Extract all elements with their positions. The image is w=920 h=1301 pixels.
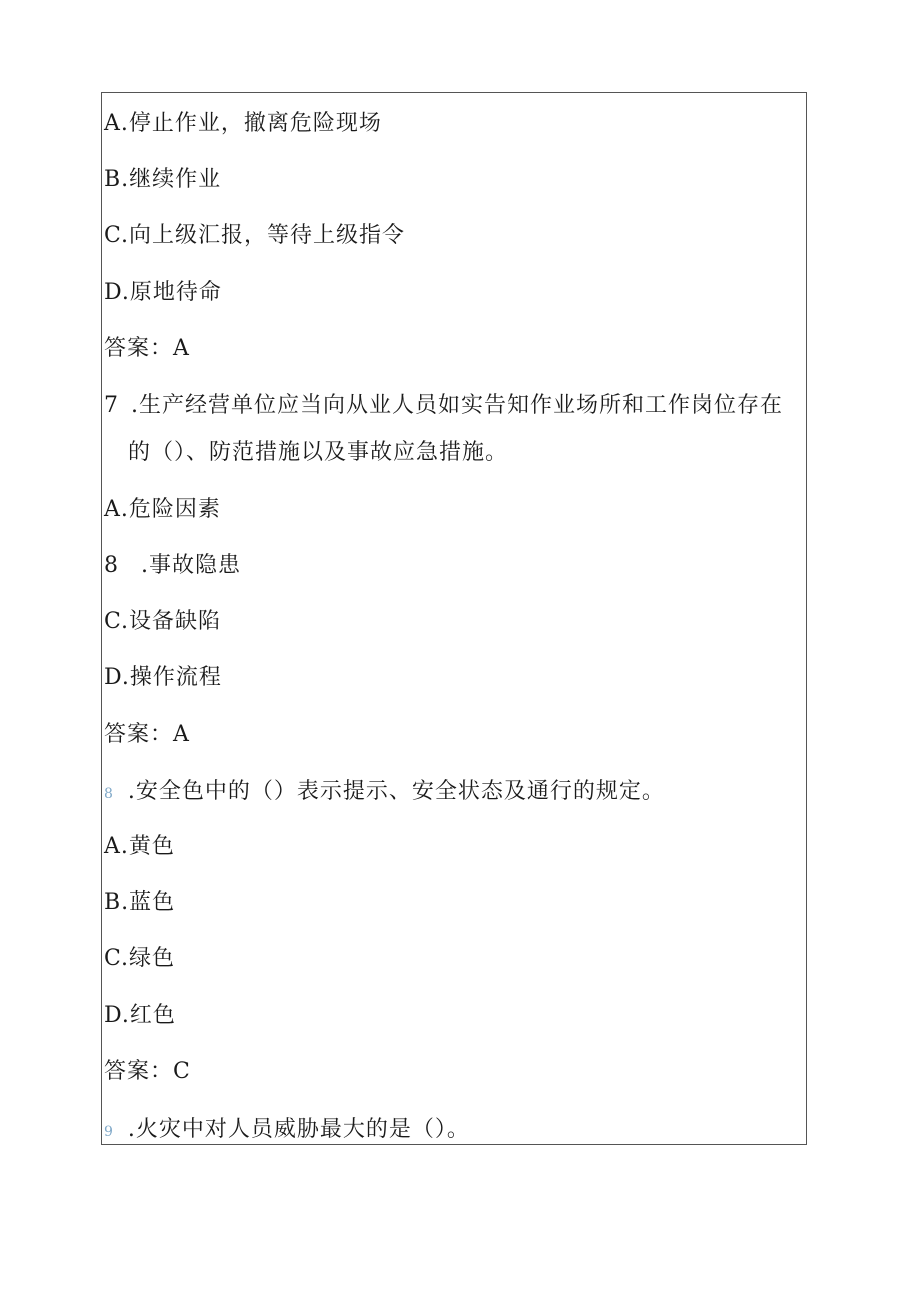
answer-text: 答案：C (104, 1059, 191, 1084)
line-text: A.停止作业，撤离危险现场 (104, 111, 382, 136)
option-number: 8 (104, 553, 119, 578)
option-a-yellow (104, 833, 175, 861)
option-c-equipment-defects (104, 608, 221, 636)
question-7-continued (128, 439, 508, 467)
question-number: 7 (104, 393, 119, 418)
question-text: .火灾中对人员威胁最大的是（）。 (127, 1117, 470, 1142)
option-b-blue (104, 889, 175, 917)
option-d-red (104, 1002, 176, 1030)
line-text: D.操作流程 (104, 665, 222, 690)
line-text: C.设备缺陷 (104, 609, 222, 634)
line-text: C.绿色 (104, 946, 176, 971)
question-number: 9 (104, 1124, 114, 1140)
option-c-report-up (104, 222, 405, 250)
question-7 (104, 392, 783, 420)
option-c-green (104, 945, 175, 973)
line-text: B.蓝色 (104, 890, 176, 915)
line-text: C.向上级汇报，等待上级指令 (104, 223, 406, 248)
line-text: A.危险因素 (104, 497, 221, 522)
answer-line (104, 335, 190, 363)
question-text: 的（）、防范措施以及事故应急措施。 (128, 440, 509, 465)
line-text: .事故隐患 (141, 553, 241, 578)
line-text: A.黄色 (104, 834, 175, 859)
answer-line (104, 721, 190, 749)
answer-text: 答案：A (104, 336, 190, 361)
answer-line (104, 1058, 191, 1086)
question-text: .安全色中的（）表示提示、安全状态及通行的规定。 (127, 779, 665, 804)
question-9 (104, 1116, 470, 1146)
option-d-operation-flow (104, 664, 222, 692)
question-number: 8 (104, 786, 114, 802)
option-a-stop-work (104, 110, 382, 138)
question-text: .生产经营单位应当向从业人员如实告知作业场所和工作岗位存在 (131, 393, 783, 418)
option-d-wait (104, 279, 222, 307)
option-accident-hazards (104, 552, 241, 580)
line-text: D.红色 (104, 1003, 176, 1028)
answer-text: 答案：A (104, 722, 190, 747)
question-8 (104, 778, 665, 808)
line-text: D.原地待命 (104, 280, 222, 305)
line-text: B.继续作业 (104, 167, 222, 192)
option-b-continue-work (104, 166, 221, 194)
option-a-hazard-factors (104, 496, 221, 524)
